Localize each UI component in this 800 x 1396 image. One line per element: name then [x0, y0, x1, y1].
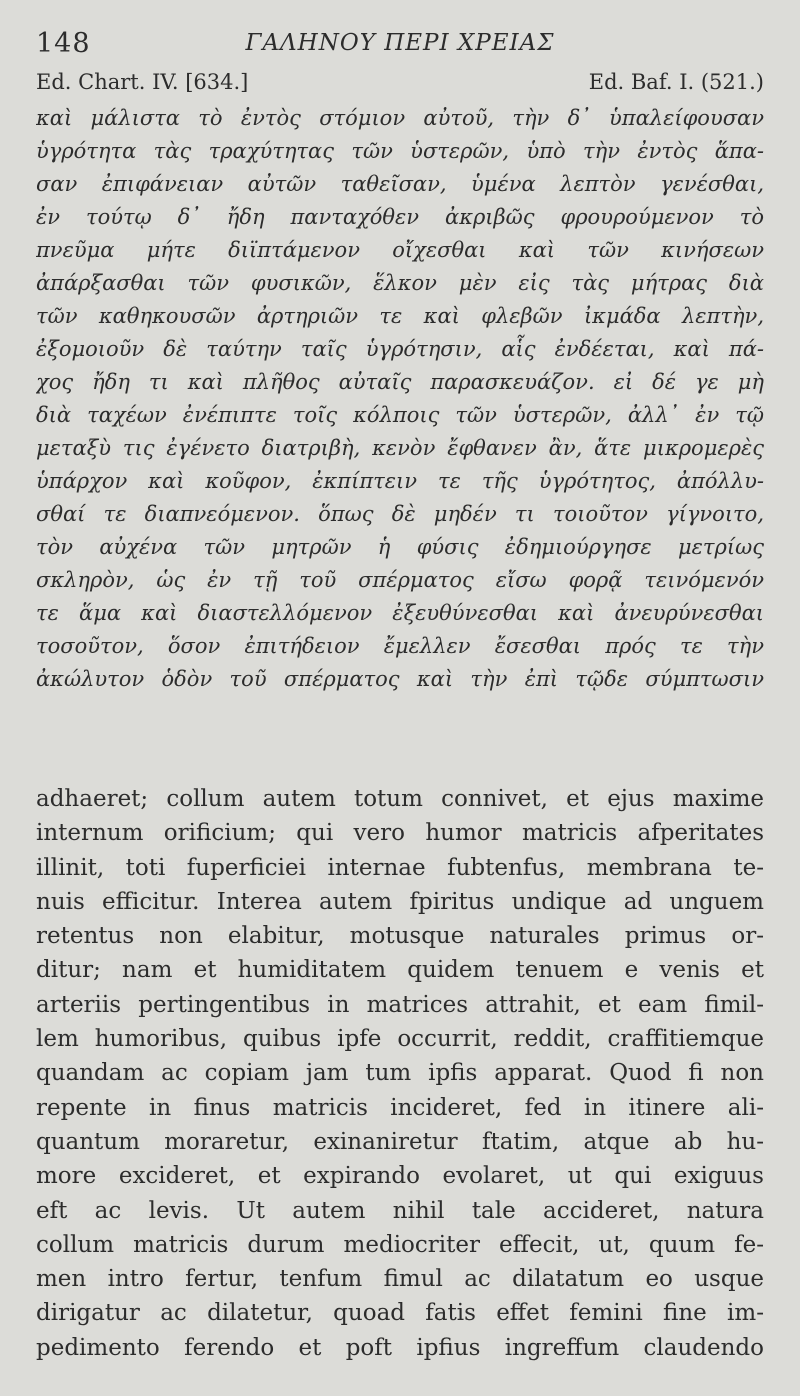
greek-text-line: σθαί τε διαπνεόμενον. ὅπως δὲ μηδέν τι τοιοῦτον γίγνοιτο,: [36, 502, 764, 526]
greek-text-block: [36, 102, 764, 696]
greek-text-line: διὰ ταχέων ἐνέπιπτε τοῖς κόλποις τῶν ὑστερῶν, ἀλλ᾽ ἐν τῷ: [36, 403, 764, 427]
greek-text-line: ἀκώλυτον ὁδὸν τοῦ σπέρματος καὶ τὴν ἐπὶ τῷδε σύμπτωσιν: [36, 667, 764, 691]
latin-text-line: men intro fertur, tenfum fimul ac dilatatum eo usque: [36, 1266, 764, 1293]
running-head: [36, 28, 764, 64]
running-title: ΓΑΛΗΝΟΥ ΠΕΡΙ ΧΡΕΙΑΣ: [245, 30, 555, 56]
edition-reference-line: [36, 70, 764, 100]
greek-text-line: χος ἤδη τι καὶ πλῆθος αὐταῖς παρασκευάζον. εἰ δέ γε μὴ: [36, 370, 764, 394]
latin-text-line: repente in finus matricis incideret, fed in itinere ali-: [36, 1094, 764, 1121]
latin-text-line: adhaeret; collum autem totum connivet, et ejus maxime: [36, 786, 764, 812]
greek-text-line: τοσοῦτον, ὅσον ἐπιτήδειον ἔμελλεν ἔσεσθαι πρός τε τὴν: [36, 634, 764, 658]
latin-text-line: internum orificium; qui vero humor matricis afperitates: [36, 820, 764, 847]
edition-reference-chartier: Ed. Chart. IV. [634.]: [36, 70, 249, 94]
latin-text-line: illinit, toti fuperficiei internae fubtenfus, membrana te-: [36, 854, 764, 881]
latin-text-line: eft ac levis. Ut autem nihil tale accideret, natura: [36, 1197, 764, 1224]
latin-text-line: dirigatur ac dilatetur, quoad fatis effet femini fine im-: [36, 1300, 764, 1327]
latin-text-line: pedimento ferendo et poft ipfius ingreffum claudendo: [36, 1334, 764, 1361]
latin-text-line: quandam ac copiam jam tum ipfis apparat. Quod fi non: [36, 1060, 764, 1087]
latin-text-line: arteriis pertingentibus in matrices attrahit, et eam fimil-: [36, 991, 764, 1018]
greek-text-line: ἐξομοιοῦν δὲ ταύτην ταῖς ὑγρότησιν, αἷς ἐνδέεται, καὶ πά-: [36, 337, 764, 361]
greek-text-line: σκληρὸν, ὡς ἐν τῇ τοῦ σπέρματος εἴσω φορᾷ τεινόμενόν: [36, 568, 764, 592]
greek-text-line: σαν ἐπιφάνειαν αὐτῶν ταθεῖσαν, ὑμένα λεπτὸν γενέσθαι,: [36, 172, 764, 196]
page-number: 148: [36, 28, 91, 59]
latin-text-line: more excideret, et expirando evolaret, ut qui exiguus: [36, 1163, 764, 1190]
latin-translation-block: [36, 782, 764, 1365]
latin-text-line: collum matricis durum mediocriter effecit, ut, quum fe-: [36, 1231, 764, 1258]
greek-text-line: καὶ μάλιστα τὸ ἐντὸς στόμιον αὐτοῦ, τὴν δ᾽ ὑπαλείφουσαν: [36, 106, 764, 130]
latin-text-line: nuis efficitur. Interea autem fpiritus undique ad unguem: [36, 888, 764, 915]
greek-text-line: ἀπάρξασθαι τῶν φυσικῶν, ἕλκον μὲν εἰς τὰς μήτρας διὰ: [36, 271, 764, 295]
greek-text-line: ἐν τούτῳ δ᾽ ἤδη πανταχόθεν ἀκριβῶς φρουρούμενον τὸ: [36, 205, 764, 229]
edition-reference-basel: Ed. Baf. I. (521.): [588, 70, 764, 94]
greek-text-line: ὑπάρχον καὶ κοῦφον, ἐκπίπτειν τε τῆς ὑγρότητος, ἀπόλλυ-: [36, 469, 764, 493]
latin-text-line: ditur; nam et humiditatem quidem tenuem e venis et: [36, 957, 764, 984]
greek-text-line: ὑγρότητα τὰς τραχύτητας τῶν ὑστερῶν, ὑπὸ τὴν ἐντὸς ἅπα-: [36, 139, 764, 163]
greek-text-line: πνεῦμα μήτε διϊπτάμενον οἴχεσθαι καὶ τῶν κινήσεων: [36, 238, 764, 262]
greek-text-line: τε ἅμα καὶ διαστελλόμενον ἐξευθύνεσθαι καὶ ἀνευρύνεσθαι: [36, 601, 764, 625]
latin-text-line: retentus non elabitur, motusque naturales primus or-: [36, 923, 764, 950]
greek-text-line: μεταξὺ τις ἐγένετο διατριβὴ, κενὸν ἔφθανεν ἂν, ἅτε μικρομερὲς: [36, 436, 764, 460]
latin-text-line: lem humoribus, quibus ipfe occurrit, reddit, craffitiemque: [36, 1026, 764, 1053]
greek-text-line: τὸν αὐχένα τῶν μητρῶν ἡ φύσις ἐδημιούργησε μετρίως: [36, 535, 764, 559]
greek-text-line: τῶν καθηκουσῶν ἀρτηριῶν τε καὶ φλεβῶν ἰκμάδα λεπτὴν,: [36, 304, 764, 328]
latin-text-line: quantum moraretur, exinaniretur ftatim, atque ab hu-: [36, 1128, 764, 1155]
